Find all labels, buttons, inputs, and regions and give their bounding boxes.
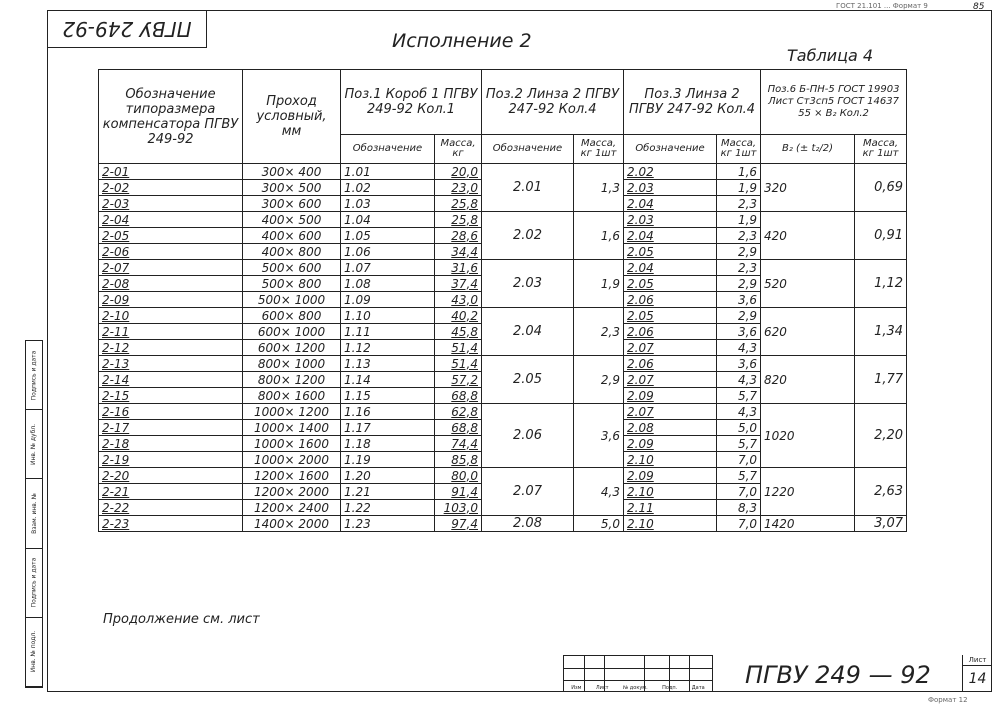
spec-table xyxy=(98,69,907,532)
cell-pos3-mass: 2,3 xyxy=(717,260,761,276)
sub-b2: B₂ (± t₂/2) xyxy=(761,135,855,164)
cell-pos3-designation: 2.10 xyxy=(624,452,717,468)
cell-pos6-mass: 1,34 xyxy=(855,308,907,356)
cell-pos1-designation: 1.15 xyxy=(341,388,435,404)
cell-pos1-mass: 103,0 xyxy=(435,500,482,516)
title-block-grid xyxy=(563,655,713,692)
cell-pos2-mass: 1,9 xyxy=(574,260,624,308)
cell-passage: 1000× 1400 xyxy=(243,420,341,436)
cell-pos1-mass: 91,4 xyxy=(435,484,482,500)
cell-designation: 2-15 xyxy=(99,388,243,404)
cell-b2: 820 xyxy=(761,356,855,404)
side-label: Подпись и дата xyxy=(30,557,38,608)
cell-pos3-designation: 2.06 xyxy=(624,356,717,372)
cell-passage: 600× 800 xyxy=(243,308,341,324)
cell-pos1-mass: 57,2 xyxy=(435,372,482,388)
cell-pos3-designation: 2.09 xyxy=(624,436,717,452)
cell-passage: 1400× 2000 xyxy=(243,516,341,532)
cell-pos3-designation: 2.05 xyxy=(624,276,717,292)
cell-designation: 2-01 xyxy=(99,164,243,180)
cell-pos1-designation: 1.14 xyxy=(341,372,435,388)
cell-pos3-mass: 1,9 xyxy=(717,212,761,228)
cell-pos1-designation: 1.16 xyxy=(341,404,435,420)
cell-pos6-mass: 1,12 xyxy=(855,260,907,308)
cell-pos2-mass: 4,3 xyxy=(574,468,624,516)
cell-pos1-designation: 1.18 xyxy=(341,436,435,452)
cell-designation: 2-18 xyxy=(99,436,243,452)
side-label: Инв. № подл. xyxy=(30,631,38,673)
cell-pos3-mass: 2,3 xyxy=(717,196,761,212)
top-corner-number: 85 xyxy=(973,2,985,12)
table-body xyxy=(99,164,907,532)
cell-passage: 300× 500 xyxy=(243,180,341,196)
cell-pos3-mass: 8,3 xyxy=(717,500,761,516)
cell-passage: 300× 400 xyxy=(243,164,341,180)
cell-pos1-designation: 1.17 xyxy=(341,420,435,436)
cell-designation: 2-22 xyxy=(99,500,243,516)
cell-pos2-mass: 5,0 xyxy=(574,516,624,532)
cell-pos1-designation: 1.11 xyxy=(341,324,435,340)
sub-designation: Обозначение xyxy=(341,135,435,164)
cell-pos1-designation: 1.09 xyxy=(341,292,435,308)
cell-designation: 2-03 xyxy=(99,196,243,212)
cell-pos2-designation: 2.04 xyxy=(482,308,574,356)
tb-label: Дата xyxy=(691,685,705,691)
cell-pos3-designation: 2.07 xyxy=(624,404,717,420)
cell-pos3-designation: 2.06 xyxy=(624,292,717,308)
cell-passage: 500× 1000 xyxy=(243,292,341,308)
document-code: ПГВУ 249 — 92 xyxy=(745,661,931,689)
table-number: Таблица 4 xyxy=(787,46,874,65)
tb-label: Изм xyxy=(571,685,582,691)
cell-b2: 1420 xyxy=(761,516,855,532)
cell-pos1-mass: 43,0 xyxy=(435,292,482,308)
tb-label: Подп. xyxy=(662,685,678,691)
cell-pos3-mass: 4,3 xyxy=(717,340,761,356)
cell-passage: 500× 600 xyxy=(243,260,341,276)
cell-pos1-designation: 1.10 xyxy=(341,308,435,324)
cell-pos1-mass: 51,4 xyxy=(435,340,482,356)
side-label: Подпись и дата xyxy=(30,350,38,400)
cell-designation: 2-05 xyxy=(99,228,243,244)
cell-pos3-mass: 2,9 xyxy=(717,308,761,324)
cell-b2: 1020 xyxy=(761,404,855,468)
header-pos6: Поз.6 Б-ПН-5 ГОСТ 19903 Лист Ст3сп5 ГОСТ 14637 55 × B₂ Кол.2 xyxy=(761,70,907,135)
cell-pos1-designation: 1.21 xyxy=(341,484,435,500)
cell-b2: 620 xyxy=(761,308,855,356)
bottom-note: Формат 12 xyxy=(928,696,968,704)
cell-pos3-designation: 2.04 xyxy=(624,260,717,276)
cell-passage: 800× 1000 xyxy=(243,356,341,372)
cell-pos3-mass: 3,6 xyxy=(717,356,761,372)
cell-pos1-mass: 25,8 xyxy=(435,212,482,228)
cell-pos1-mass: 45,8 xyxy=(435,324,482,340)
cell-pos2-mass: 1,3 xyxy=(574,164,624,212)
cell-pos6-mass: 2,63 xyxy=(855,468,907,516)
cell-designation: 2-21 xyxy=(99,484,243,500)
cell-passage: 500× 800 xyxy=(243,276,341,292)
sub-designation: Обозначение xyxy=(624,135,717,164)
cell-pos6-mass: 2,20 xyxy=(855,404,907,468)
cell-pos3-mass: 1,6 xyxy=(717,164,761,180)
tb-label: Лист xyxy=(595,685,609,691)
cell-pos2-designation: 2.02 xyxy=(482,212,574,260)
cell-pos1-designation: 1.08 xyxy=(341,276,435,292)
sub-designation: Обозначение xyxy=(482,135,574,164)
header-passage: Проход условный, мм xyxy=(243,70,341,164)
table-row xyxy=(99,164,907,180)
cell-pos2-mass: 1,6 xyxy=(574,212,624,260)
cell-pos3-mass: 1,9 xyxy=(717,180,761,196)
cell-pos1-designation: 1.23 xyxy=(341,516,435,532)
cell-pos3-mass: 2,9 xyxy=(717,244,761,260)
tb-label: № докум. xyxy=(623,685,648,691)
cell-pos2-designation: 2.08 xyxy=(482,516,574,532)
cell-passage: 800× 1600 xyxy=(243,388,341,404)
cell-pos1-mass: 68,8 xyxy=(435,388,482,404)
cell-pos6-mass: 3,07 xyxy=(855,516,907,532)
cell-pos3-designation: 2.11 xyxy=(624,500,717,516)
cell-passage: 300× 600 xyxy=(243,196,341,212)
sheet-label: Лист xyxy=(963,655,992,666)
cell-designation: 2-09 xyxy=(99,292,243,308)
stamp-rotated: ПГВУ 249-92 xyxy=(47,10,207,48)
cell-pos3-designation: 2.04 xyxy=(624,196,717,212)
side-stamp-column xyxy=(25,340,43,688)
cell-b2: 420 xyxy=(761,212,855,260)
cell-designation: 2-10 xyxy=(99,308,243,324)
cell-pos3-designation: 2.02 xyxy=(624,164,717,180)
table-row xyxy=(99,404,907,420)
cell-pos3-mass: 2,9 xyxy=(717,276,761,292)
table-row xyxy=(99,260,907,276)
cell-passage: 400× 800 xyxy=(243,244,341,260)
cell-pos1-mass: 23,0 xyxy=(435,180,482,196)
cell-designation: 2-19 xyxy=(99,452,243,468)
cell-pos1-mass: 34,4 xyxy=(435,244,482,260)
side-label: Взам. инв. № xyxy=(30,493,38,534)
cell-pos1-designation: 1.13 xyxy=(341,356,435,372)
cell-pos3-designation: 2.07 xyxy=(624,340,717,356)
header-pos2: Поз.2 Линза 2 ПГВУ 247-92 Кол.4 xyxy=(482,70,624,135)
cell-b2: 1220 xyxy=(761,468,855,516)
cell-pos1-mass: 31,6 xyxy=(435,260,482,276)
cell-passage: 800× 1200 xyxy=(243,372,341,388)
cell-pos3-designation: 2.07 xyxy=(624,372,717,388)
cell-pos2-mass: 2,9 xyxy=(574,356,624,404)
cell-designation: 2-16 xyxy=(99,404,243,420)
header-designation: Обозначение типоразмера компенсатора ПГВУ 249-92 xyxy=(99,70,243,164)
cell-pos3-designation: 2.05 xyxy=(624,244,717,260)
cell-pos6-mass: 0,91 xyxy=(855,212,907,260)
cell-passage: 1200× 2400 xyxy=(243,500,341,516)
sub-mass: Масса, кг 1шт xyxy=(574,135,624,164)
table-row xyxy=(99,308,907,324)
cell-passage: 1200× 2000 xyxy=(243,484,341,500)
cell-pos3-mass: 5,7 xyxy=(717,436,761,452)
table-row xyxy=(99,356,907,372)
cell-passage: 1000× 1600 xyxy=(243,436,341,452)
cell-pos3-mass: 4,3 xyxy=(717,372,761,388)
cell-pos2-designation: 2.01 xyxy=(482,164,574,212)
table-row xyxy=(99,212,907,228)
cell-pos2-mass: 3,6 xyxy=(574,404,624,468)
cell-pos1-designation: 1.03 xyxy=(341,196,435,212)
cell-designation: 2-08 xyxy=(99,276,243,292)
cell-pos1-designation: 1.20 xyxy=(341,468,435,484)
cell-pos1-mass: 68,8 xyxy=(435,420,482,436)
cell-pos3-designation: 2.03 xyxy=(624,180,717,196)
top-note: ГОСТ 21.101 ... Формат 9 xyxy=(836,2,928,10)
cell-passage: 1000× 2000 xyxy=(243,452,341,468)
cell-pos3-designation: 2.05 xyxy=(624,308,717,324)
table-row xyxy=(99,468,907,484)
cell-designation: 2-20 xyxy=(99,468,243,484)
cell-pos2-designation: 2.05 xyxy=(482,356,574,404)
cell-pos3-mass: 7,0 xyxy=(717,484,761,500)
cell-designation: 2-04 xyxy=(99,212,243,228)
sheet-number: 14 xyxy=(968,671,987,687)
cell-pos1-designation: 1.01 xyxy=(341,164,435,180)
cell-designation: 2-23 xyxy=(99,516,243,532)
cell-passage: 600× 1000 xyxy=(243,324,341,340)
page-title: Исполнение 2 xyxy=(392,30,532,52)
cell-pos2-designation: 2.07 xyxy=(482,468,574,516)
cell-pos3-designation: 2.03 xyxy=(624,212,717,228)
cell-designation: 2-06 xyxy=(99,244,243,260)
cell-passage: 400× 500 xyxy=(243,212,341,228)
cell-pos3-mass: 5,7 xyxy=(717,388,761,404)
cell-pos2-designation: 2.03 xyxy=(482,260,574,308)
cell-pos3-mass: 7,0 xyxy=(717,452,761,468)
cell-pos3-mass: 5,0 xyxy=(717,420,761,436)
cell-pos6-mass: 1,77 xyxy=(855,356,907,404)
cell-passage: 1200× 1600 xyxy=(243,468,341,484)
sub-mass: Масса, кг 1шт xyxy=(855,135,907,164)
cell-pos1-mass: 97,4 xyxy=(435,516,482,532)
cell-pos1-designation: 1.19 xyxy=(341,452,435,468)
cell-pos3-designation: 2.04 xyxy=(624,228,717,244)
cell-pos3-mass: 2,3 xyxy=(717,228,761,244)
cell-designation: 2-12 xyxy=(99,340,243,356)
cell-pos1-designation: 1.07 xyxy=(341,260,435,276)
cell-pos1-designation: 1.02 xyxy=(341,180,435,196)
continue-note: Продолжение см. лист xyxy=(103,612,260,627)
cell-pos1-mass: 62,8 xyxy=(435,404,482,420)
cell-pos3-mass: 3,6 xyxy=(717,324,761,340)
side-label: Инв. № дубл. xyxy=(30,423,38,465)
cell-designation: 2-14 xyxy=(99,372,243,388)
cell-pos2-designation: 2.06 xyxy=(482,404,574,468)
cell-pos1-mass: 28,6 xyxy=(435,228,482,244)
cell-pos1-mass: 37,4 xyxy=(435,276,482,292)
cell-pos1-mass: 51,4 xyxy=(435,356,482,372)
cell-pos3-mass: 3,6 xyxy=(717,292,761,308)
table-row xyxy=(99,516,907,532)
sub-mass: Масса, кг 1шт xyxy=(717,135,761,164)
cell-pos1-designation: 1.12 xyxy=(341,340,435,356)
cell-pos3-designation: 2.09 xyxy=(624,468,717,484)
cell-designation: 2-02 xyxy=(99,180,243,196)
cell-pos1-mass: 40,2 xyxy=(435,308,482,324)
cell-pos2-mass: 2,3 xyxy=(574,308,624,356)
cell-pos1-designation: 1.05 xyxy=(341,228,435,244)
cell-pos3-mass: 7,0 xyxy=(717,516,761,532)
cell-passage: 1000× 1200 xyxy=(243,404,341,420)
cell-pos1-designation: 1.06 xyxy=(341,244,435,260)
cell-b2: 520 xyxy=(761,260,855,308)
cell-b2: 320 xyxy=(761,164,855,212)
cell-pos3-designation: 2.10 xyxy=(624,484,717,500)
cell-passage: 400× 600 xyxy=(243,228,341,244)
sheet-box xyxy=(962,655,992,692)
cell-pos1-mass: 25,8 xyxy=(435,196,482,212)
cell-pos3-designation: 2.06 xyxy=(624,324,717,340)
cell-passage: 600× 1200 xyxy=(243,340,341,356)
cell-pos1-designation: 1.22 xyxy=(341,500,435,516)
cell-pos1-mass: 20,0 xyxy=(435,164,482,180)
cell-designation: 2-11 xyxy=(99,324,243,340)
cell-pos1-designation: 1.04 xyxy=(341,212,435,228)
cell-pos1-mass: 80,0 xyxy=(435,468,482,484)
sub-mass: Масса, кг xyxy=(435,135,482,164)
cell-pos3-designation: 2.10 xyxy=(624,516,717,532)
cell-pos3-designation: 2.09 xyxy=(624,388,717,404)
cell-designation: 2-17 xyxy=(99,420,243,436)
cell-pos3-mass: 4,3 xyxy=(717,404,761,420)
header-pos1: Поз.1 Короб 1 ПГВУ 249-92 Кол.1 xyxy=(341,70,482,135)
cell-designation: 2-07 xyxy=(99,260,243,276)
cell-pos3-designation: 2.08 xyxy=(624,420,717,436)
cell-pos1-mass: 74,4 xyxy=(435,436,482,452)
header-pos3: Поз.3 Линза 2 ПГВУ 247-92 Кол.4 xyxy=(624,70,761,135)
cell-designation: 2-13 xyxy=(99,356,243,372)
cell-pos1-mass: 85,8 xyxy=(435,452,482,468)
cell-pos6-mass: 0,69 xyxy=(855,164,907,212)
cell-pos3-mass: 5,7 xyxy=(717,468,761,484)
